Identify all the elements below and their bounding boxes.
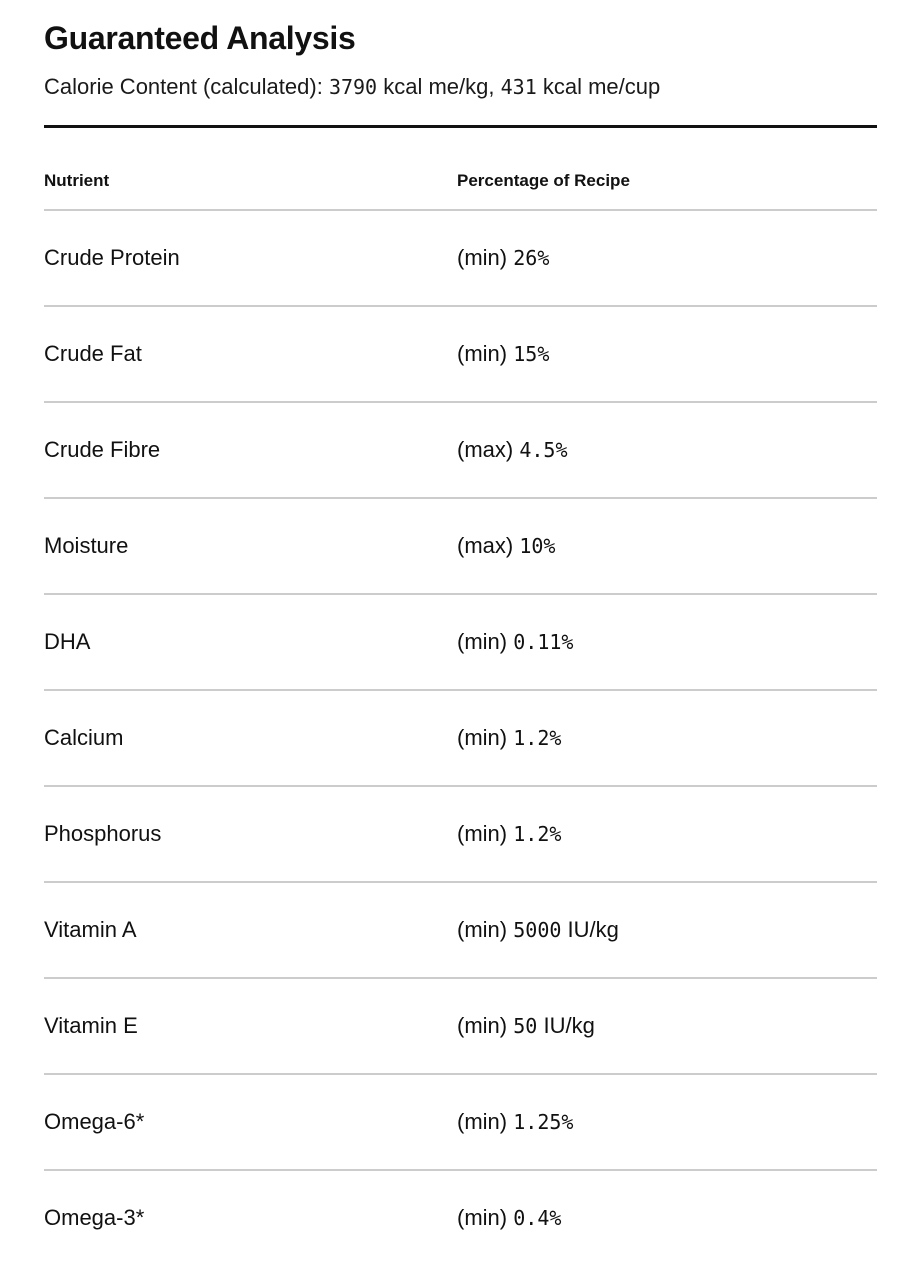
value-qualifier: (min) — [457, 1013, 508, 1038]
nutrient-name: Omega-3* — [44, 1205, 145, 1230]
value-qualifier: (min) — [457, 917, 508, 942]
calorie-content — [44, 74, 660, 100]
nutrient-name: Crude Fibre — [44, 437, 161, 462]
nutrient-value — [457, 629, 573, 655]
calorie-label: Calorie Content (calculated): — [44, 74, 323, 99]
value-qualifier: (min) — [457, 341, 508, 366]
table-header-row — [44, 128, 877, 211]
value-qualifier: (min) — [457, 245, 508, 270]
nutrient-value — [457, 437, 568, 463]
value-qualifier: (max) — [457, 437, 514, 462]
value-qualifier: (min) — [457, 1109, 508, 1134]
nutrient-name: Omega-6* — [44, 1109, 145, 1134]
nutrient-value — [457, 533, 555, 559]
value-amount: 1.2% — [513, 726, 562, 750]
nutrient-value — [457, 1205, 561, 1231]
nutrient-value — [457, 821, 561, 847]
nutrient-name: Calcium — [44, 725, 124, 750]
nutrient-name: Vitamin A — [44, 917, 137, 942]
nutrient-table-body — [44, 211, 877, 1265]
value-qualifier: (max) — [457, 533, 514, 558]
calorie-cup-unit: kcal me/cup — [542, 74, 661, 99]
value-qualifier: (min) — [457, 1205, 508, 1230]
value-amount: 26% — [513, 246, 550, 270]
nutrient-name: Crude Fat — [44, 341, 142, 366]
nutrient-value — [457, 917, 619, 943]
table-row — [44, 403, 877, 499]
table-row — [44, 499, 877, 595]
table-row — [44, 883, 877, 979]
nutrient-name: Moisture — [44, 533, 129, 558]
nutrient-value — [457, 245, 549, 271]
value-unit: IU/kg — [567, 917, 619, 942]
value-qualifier: (min) — [457, 821, 508, 846]
nutrient-name: Phosphorus — [44, 821, 162, 846]
value-amount: 0.4% — [513, 1206, 562, 1230]
value-qualifier: (min) — [457, 629, 508, 654]
value-amount: 50 — [513, 1014, 538, 1038]
nutrient-value — [457, 1109, 573, 1135]
table-row — [44, 307, 877, 403]
value-qualifier: (min) — [457, 725, 508, 750]
table-row — [44, 979, 877, 1075]
calorie-kg-unit: kcal me/kg, — [383, 74, 495, 99]
table-row — [44, 1171, 877, 1265]
calorie-cup-value: 431 — [500, 75, 537, 99]
nutrient-value — [457, 725, 561, 751]
value-unit: IU/kg — [543, 1013, 595, 1038]
page-title: Guaranteed Analysis — [44, 20, 356, 56]
table-row — [44, 787, 877, 883]
value-amount: 5000 — [513, 918, 562, 942]
nutrient-value — [457, 341, 549, 367]
value-amount: 10% — [519, 534, 556, 558]
nutrient-value — [457, 1013, 595, 1039]
value-amount: 1.25% — [513, 1110, 574, 1134]
value-amount: 15% — [513, 342, 550, 366]
table-row — [44, 211, 877, 307]
value-amount: 1.2% — [513, 822, 562, 846]
value-amount: 0.11% — [513, 630, 574, 654]
nutrient-name: Vitamin E — [44, 1013, 138, 1038]
header-percentage: Percentage of Recipe — [457, 171, 630, 190]
table-row — [44, 691, 877, 787]
nutrient-name: Crude Protein — [44, 245, 180, 270]
value-amount: 4.5% — [519, 438, 568, 462]
table-row — [44, 595, 877, 691]
nutrient-name: DHA — [44, 629, 91, 654]
calorie-kg-value: 3790 — [328, 75, 378, 99]
header-nutrient: Nutrient — [44, 171, 110, 190]
table-row — [44, 1075, 877, 1171]
